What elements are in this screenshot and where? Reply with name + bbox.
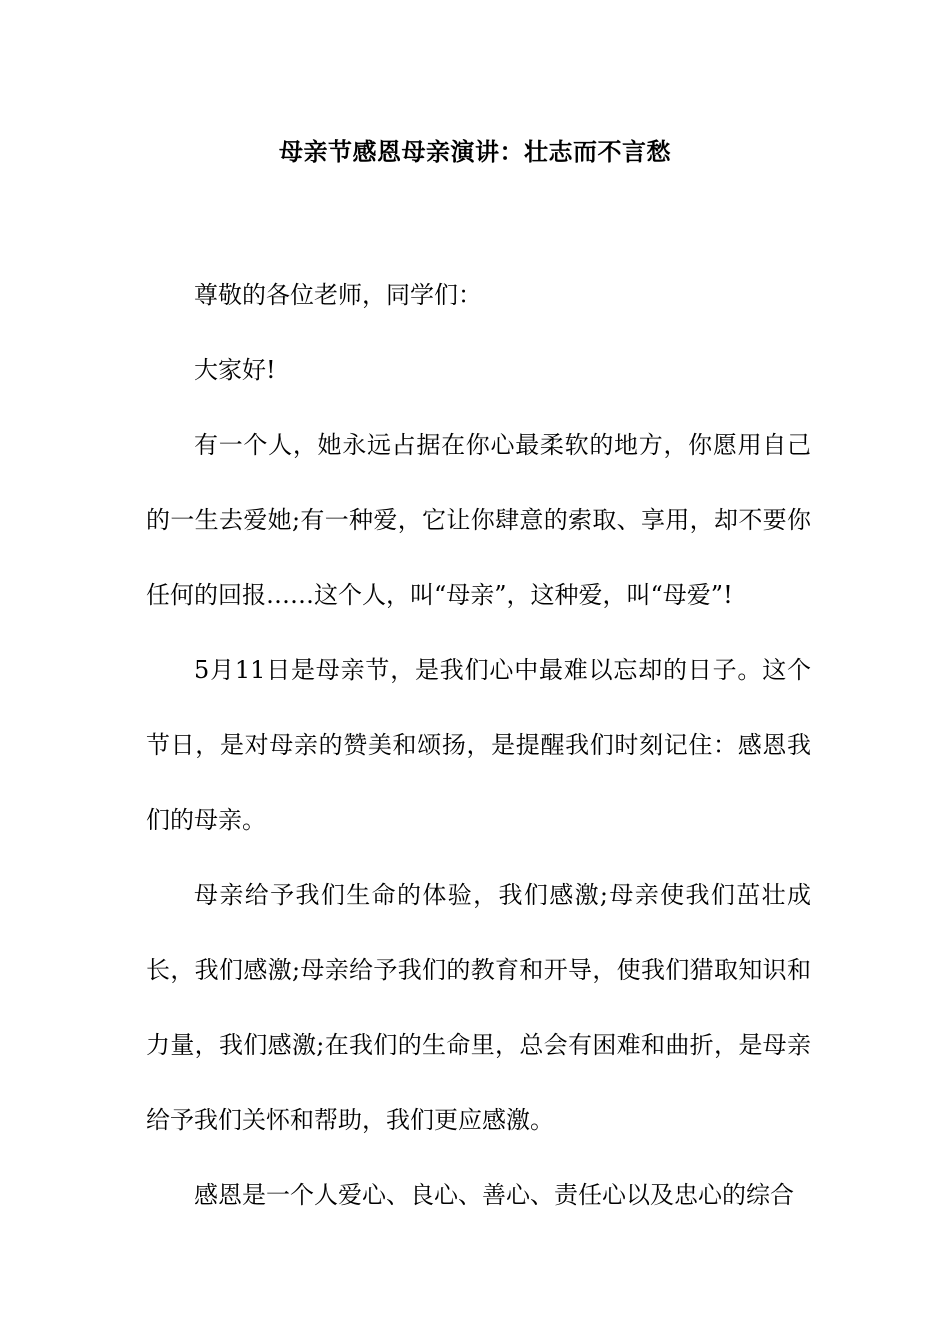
paragraph-mother-love: 有一个人，她永远占据在你心最柔软的地方，你愿用自己的一生去爱她;有一种爱，它让你肆意的索取、享用，却不要你任何的回报……这个人，叫“母亲”，这种爱，叫“母爱”! xyxy=(146,431,811,609)
paragraph-mothers-day: 5月11日是母亲节，是我们心中最难以忘却的日子。这个节日，是对母亲的赞美和颂扬，是提醒我们时刻记住：感恩我们的母亲。 xyxy=(146,656,811,834)
paragraph-gratitude: 母亲给予我们生命的体验，我们感激;母亲使我们茁壮成长，我们感激;母亲给予我们的教育和开导，使我们猎取知识和力量，我们感激;在我们的生命里，总会有困难和曲折，是母亲给予我们关怀和帮助，我们更应感激。 xyxy=(146,881,811,1134)
document-title: 母亲节感恩母亲演讲：壮志而不言愁 xyxy=(279,137,671,166)
document-body xyxy=(146,258,811,1233)
paragraph-greeting: 大家好! xyxy=(194,356,276,384)
paragraph-salutation: 尊敬的各位老师，同学们： xyxy=(194,281,482,309)
paragraph-thanksgiving: 感恩是一个人爱心、良心、善心、责任心以及忠心的综合 xyxy=(194,1181,794,1209)
